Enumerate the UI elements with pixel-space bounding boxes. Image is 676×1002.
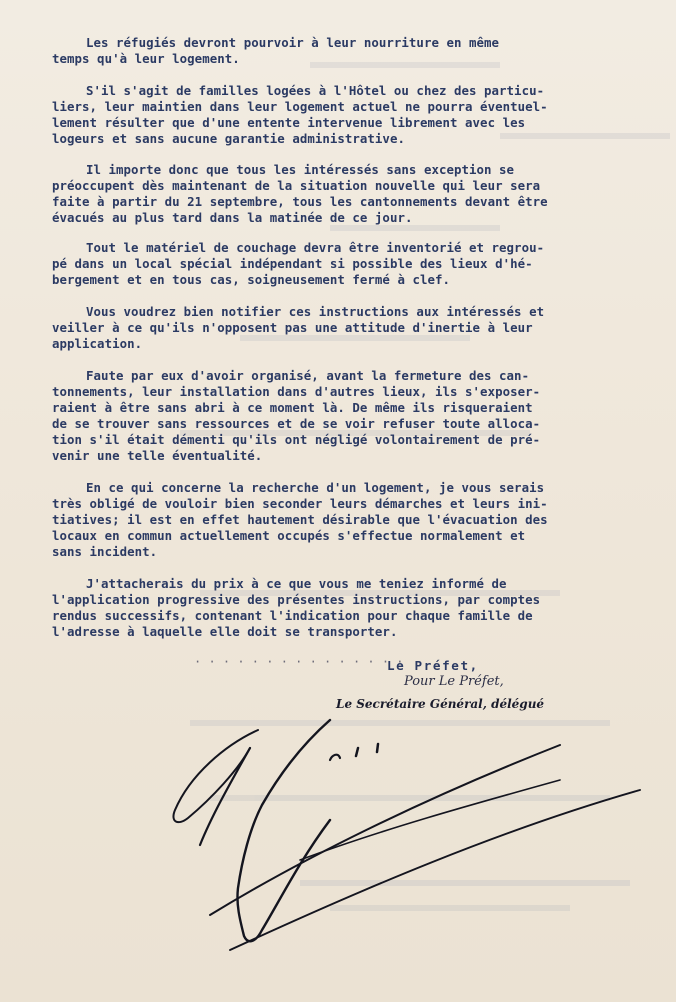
letter-line: bergement et en tous cas, soigneusement fermé à clef.: [52, 272, 451, 287]
letter-line: Il importe donc que tous les intéressés sans exception se: [86, 162, 515, 177]
letter-line: Faute par eux d'avoir organisé, avant la fermeture des can-: [86, 368, 530, 383]
letter-line: tonnements, leur installation dans d'autres lieux, ils s'exposer-: [52, 384, 541, 399]
letter-line: Tout le matériel de couchage devra être inventorié et regrou-: [86, 240, 545, 255]
letter-line: très obligé de vouloir bien seconder leurs démarches et leurs ini-: [52, 496, 548, 511]
letter-line: rendus successifs, contenant l'indication pour chaque famille de: [52, 608, 533, 623]
letter-line: venir une telle éventualité.: [52, 448, 263, 463]
letter-line: raient à être sans abri à ce moment là. De même ils risqueraient: [52, 400, 533, 415]
dotted-leader: · · · · · · · · · · · · · · ·: [194, 655, 404, 669]
letter-line: de se trouver sans ressources et de se voir refuser toute alloca-: [52, 416, 541, 431]
letter-line: faite à partir du 21 septembre, tous les cantonnements devant être: [52, 194, 548, 209]
letter-line: évacués au plus tard dans la matinée de ce jour.: [52, 210, 413, 225]
letter-line: locaux en commun actuellement occupés s'effectue normalement et: [52, 528, 526, 543]
pour-le-prefet: Pour Le Préfet,: [404, 674, 504, 689]
letter-line: Les réfugiés devront pourvoir à leur nourriture en même: [86, 35, 500, 50]
letter-line: S'il s'agit de familles logées à l'Hôtel ou chez des particu-: [86, 83, 545, 98]
letter-line: préoccupent dès maintenant de la situation nouvelle qui leur sera: [52, 178, 541, 193]
letter-line: application.: [52, 336, 143, 351]
letter-line: Vous voudrez bien notifier ces instructions aux intéressés et: [86, 304, 545, 319]
letter-line: l'adresse à laquelle elle doit se transporter.: [52, 624, 398, 639]
letter-line: l'application progressive des présentes instructions, par comptes: [52, 592, 541, 607]
letter-line: J'attacherais du prix à ce que vous me teniez informé de: [86, 576, 507, 591]
letter-line: sans incident.: [52, 544, 158, 559]
letter-line: pé dans un local spécial indépendant si possible des lieux d'hé-: [52, 256, 533, 271]
prefet-title: Le Préfet,: [387, 658, 479, 673]
secretaire-general-delegue: Le Secrétaire Général, délégué: [336, 697, 545, 711]
letter-line: veiller à ce qu'ils n'opposent pas une attitude d'inertie à leur: [52, 320, 533, 335]
letter-line: En ce qui concerne la recherche d'un logement, je vous serais: [86, 480, 545, 495]
letter-line: logeurs et sans aucune garantie administrative.: [52, 131, 405, 146]
letter-line: lement résulter que d'une entente intervenue librement avec les: [52, 115, 526, 130]
letter-line: temps qu'à leur logement.: [52, 51, 240, 66]
letter-line: liers, leur maintien dans leur logement actuel ne pourra éventuel-: [52, 99, 548, 114]
letter-line: tiatives; il est en effet hautement désirable que l'évacuation des: [52, 512, 548, 527]
letter-line: tion s'il était démenti qu'ils ont négligé volontairement de pré-: [52, 432, 541, 447]
